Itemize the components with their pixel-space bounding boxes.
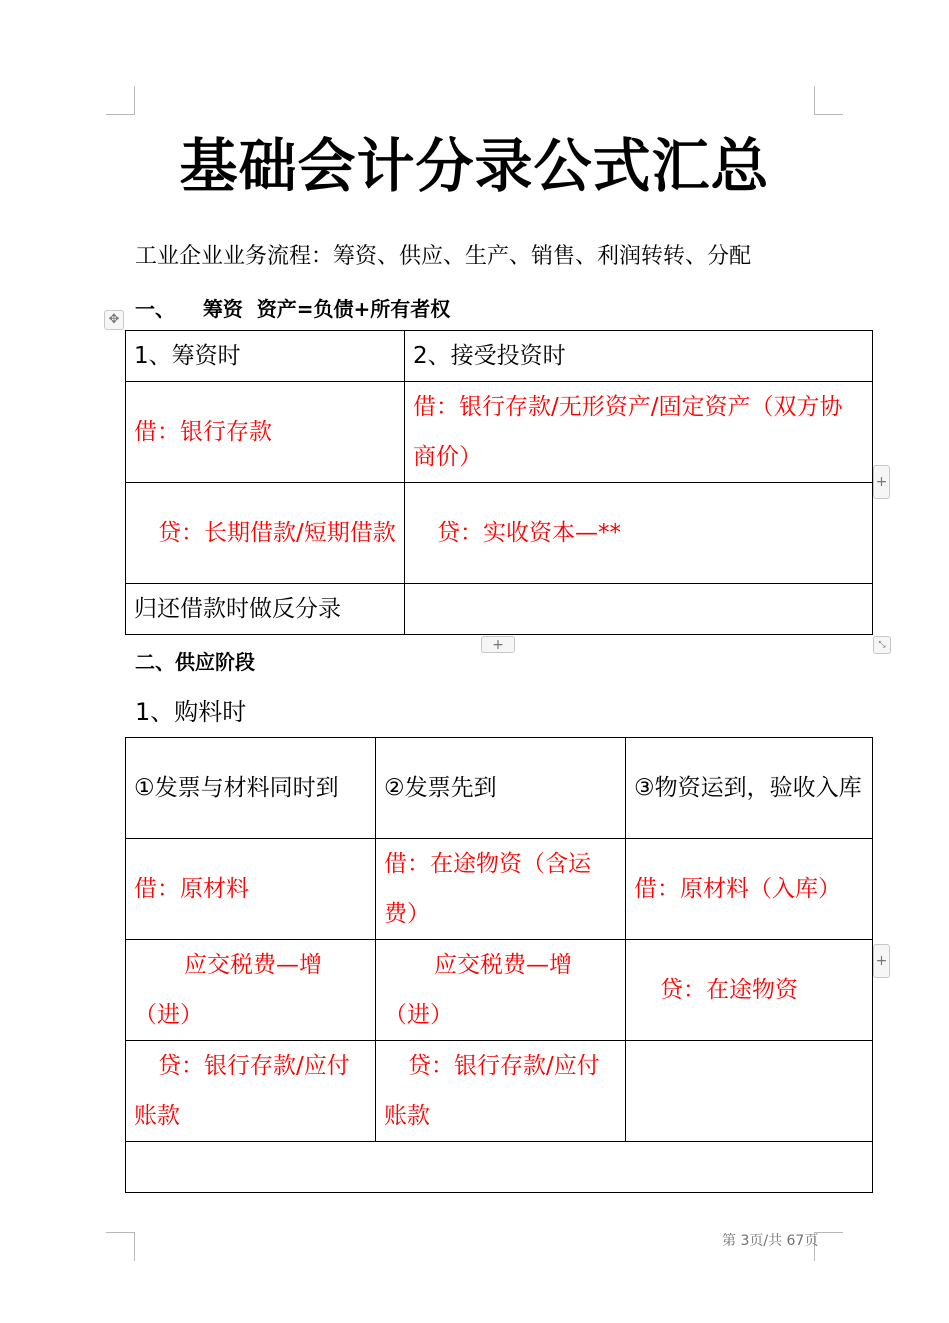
table-cell[interactable]: 贷：在途物资 (626, 940, 873, 1041)
table-cell[interactable]: 应交税费—增（进） (126, 940, 376, 1041)
table-cell[interactable]: 借：原材料 (126, 839, 376, 940)
table-row (126, 382, 873, 483)
section-heading-financing: 一、 筹资 资产=负债+所有者权 (135, 297, 451, 321)
table-cell[interactable]: 2、接受投资时 (405, 331, 873, 382)
page-number: 第 3页/共 67页 (722, 1233, 819, 1249)
table-row (126, 1142, 873, 1193)
table-cell[interactable]: ②发票先到 (376, 738, 626, 839)
table-cell[interactable]: 贷：银行存款/应付账款 (376, 1041, 626, 1142)
table-cell[interactable]: ①发票与材料同时到 (126, 738, 376, 839)
table-cell[interactable]: 归还借款时做反分录 (126, 584, 405, 635)
table-cell[interactable]: 贷：长期借款/短期借款 (126, 483, 405, 584)
table-cell[interactable] (126, 1142, 873, 1193)
table-row (126, 331, 873, 382)
add-column-button[interactable]: + (873, 465, 890, 499)
table-cell[interactable]: 借：银行存款 (126, 382, 405, 483)
crop-mark-top-left (106, 86, 135, 115)
intro-paragraph: 工业企业业务流程：筹资、供应、生产、销售、利润转转、分配 (135, 244, 752, 269)
table-cell[interactable]: 贷：实收资本—** (405, 483, 873, 584)
add-row-button[interactable]: + (481, 636, 515, 653)
purchase-table (125, 737, 873, 1193)
table-cell[interactable]: 应交税费—增（进） (376, 940, 626, 1041)
table-row (126, 483, 873, 584)
table-row (126, 584, 873, 635)
document-title: 基础会计分录公式汇总 (179, 132, 770, 200)
subheading-purchase: 1、购料时 (135, 698, 247, 726)
table-resize-icon[interactable]: ⤡ (873, 636, 891, 654)
crop-mark-top-right (814, 86, 843, 115)
table-cell[interactable]: 借：银行存款/无形资产/固定资产（双方协商价） (405, 382, 873, 483)
table-move-handle-icon[interactable]: ✥ (104, 310, 124, 330)
table-row (126, 738, 873, 839)
table-cell[interactable] (405, 584, 873, 635)
crop-mark-bottom-left (106, 1232, 135, 1261)
table-cell[interactable]: 贷：银行存款/应付账款 (126, 1041, 376, 1142)
table-row (126, 1041, 873, 1142)
table-cell[interactable]: 借：原材料（入库） (626, 839, 873, 940)
crop-mark-bottom-right (814, 1232, 843, 1261)
add-column-button[interactable]: + (873, 944, 890, 978)
table-cell[interactable] (626, 1041, 873, 1142)
table-cell[interactable]: 1、筹资时 (126, 331, 405, 382)
table-row (126, 940, 873, 1041)
table-cell[interactable]: 借：在途物资（含运费） (376, 839, 626, 940)
financing-table (125, 330, 873, 635)
table-row (126, 839, 873, 940)
section-heading-supply: 二、供应阶段 (135, 650, 255, 674)
table-cell[interactable]: ③物资运到，验收入库 (626, 738, 873, 839)
